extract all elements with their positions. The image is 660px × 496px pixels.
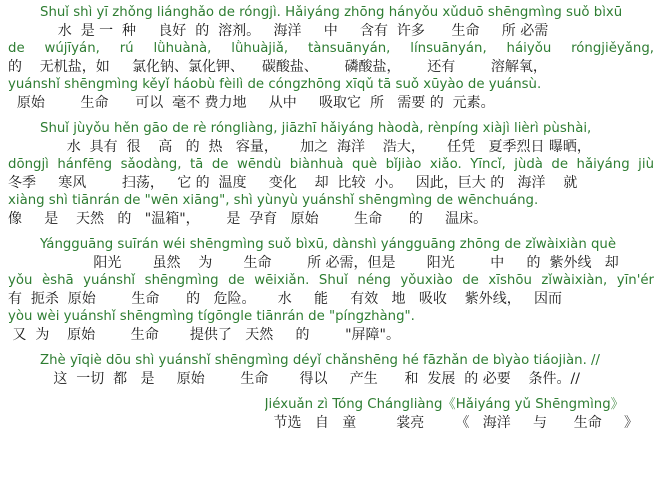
pinyin-line: Zhè yīqiè dōu shì yuánshǐ shēngmìng déyǐ chǎnshēng hé fāzhǎn de bìyào tiáojiàn. // [40, 353, 601, 368]
text-line-pair [8, 120, 654, 156]
source-chinese: 节选 自 童 裳亮 《 海洋 与 生命 》 [264, 415, 638, 431]
paragraph-4 [8, 352, 654, 388]
text-line-pair [8, 236, 654, 272]
chinese-line: 这 一切 都 是 原始 生命 得以 产生 和 发展 的 必要 条件。// [40, 371, 580, 387]
chinese-line: 水 具有 很 高 的 热 容量， 加之 海洋 浩大， 任凭 夏季烈日 曝晒， [40, 139, 591, 155]
pinyin-line: Shuǐ shì yī zhǒng liánghǎo de róngjì. Hǎiyáng zhōng hányǒu xǔduō shēngmìng suǒ bìxū [40, 5, 623, 20]
chinese-line: 冬季 寒风 扫荡， 它 的 温度 变化 却 比较 小。 因此，巨大 的 海洋 就 [8, 175, 578, 191]
paragraph-3 [8, 236, 654, 344]
text-line-pair [8, 40, 654, 76]
text-line-pair [8, 272, 654, 308]
chinese-line: 的 无机盐，如 氯化钠、氯化钾、 碳酸盐、 磷酸盐， 还有 溶解氧， [8, 59, 547, 75]
pinyin-line: dōngjì hánfēng sǎodàng, tā de wēndù biànhuà què bǐjiào xiǎo. Yīncǐ, jùdà de hǎiyáng jiù [8, 157, 654, 172]
source-attribution [8, 396, 654, 436]
paragraph-1 [8, 4, 654, 112]
chinese-line: 水 是 一 种 良好 的 溶剂。 海洋 中 含有 许多 生命 所 必需 [40, 23, 549, 39]
chinese-line: 像 是 天然 的 "温箱"， 是 孕育 原始 生命 的 温床。 [8, 211, 488, 227]
text-line-pair [8, 308, 654, 344]
text-line-pair [8, 76, 654, 112]
chinese-line: 原始 生命 可以 毫不 费力地 从中 吸取它 所 需要 的 元素。 [8, 95, 495, 111]
pinyin-line: Yángguāng suīrán wéi shēngmìng suǒ bìxū, dànshì yángguāng zhōng de zǐwàixiàn què [40, 237, 617, 252]
text-line-pair [8, 352, 654, 388]
pinyin-line: de wújīyán, rú lǜhuànà, lǜhuàjiǎ, tànsuānyán, línsuānyán, háiyǒu róngjiěyǎng, [8, 41, 654, 56]
source-pinyin: Jiéxuǎn zì Tóng Chángliàng《Hǎiyáng yǔ Shēngmìng》 [264, 397, 624, 412]
text-line-pair [8, 4, 654, 40]
paragraph-2 [8, 120, 654, 228]
chinese-line: 阳光 虽然 为 生命 所 必需，但是 阳光 中 的 紫外线 却 [40, 255, 619, 271]
text-line-pair [8, 192, 654, 228]
pinyin-line: xiàng shì tiānrán de "wēn xiāng", shì yùnyù yuánshǐ shēngmìng de wēnchuáng. [8, 193, 539, 208]
chinese-line: 又 为 原始 生命 提供了 天然 的 "屏障"。 [8, 327, 400, 343]
pinyin-line: yòu wèi yuánshǐ shēngmìng tígōngle tiānrán de "píngzhàng". [8, 309, 415, 324]
chinese-line: 有 扼杀 原始 生命 的 危险。 水 能 有效 地 吸收 紫外线， 因而 [8, 291, 563, 307]
text-line-pair [8, 156, 654, 192]
pinyin-line: yuánshǐ shēngmìng kěyǐ háobù fèilì de cóngzhōng xīqǔ tā suǒ xūyào de yuánsù. [8, 77, 542, 92]
pinyin-line: Shuǐ jùyǒu hěn gāo de rè róngliàng, jiāzhī hǎiyáng hàodà, rènpíng xiàjì lièrì pùshài, [40, 121, 592, 136]
pinyin-line: yǒu èshā yuánshǐ shēngmìng de wēixiǎn. Shuǐ néng yǒuxiào de xīshōu zǐwàixiàn, yīn'ér [8, 273, 654, 288]
